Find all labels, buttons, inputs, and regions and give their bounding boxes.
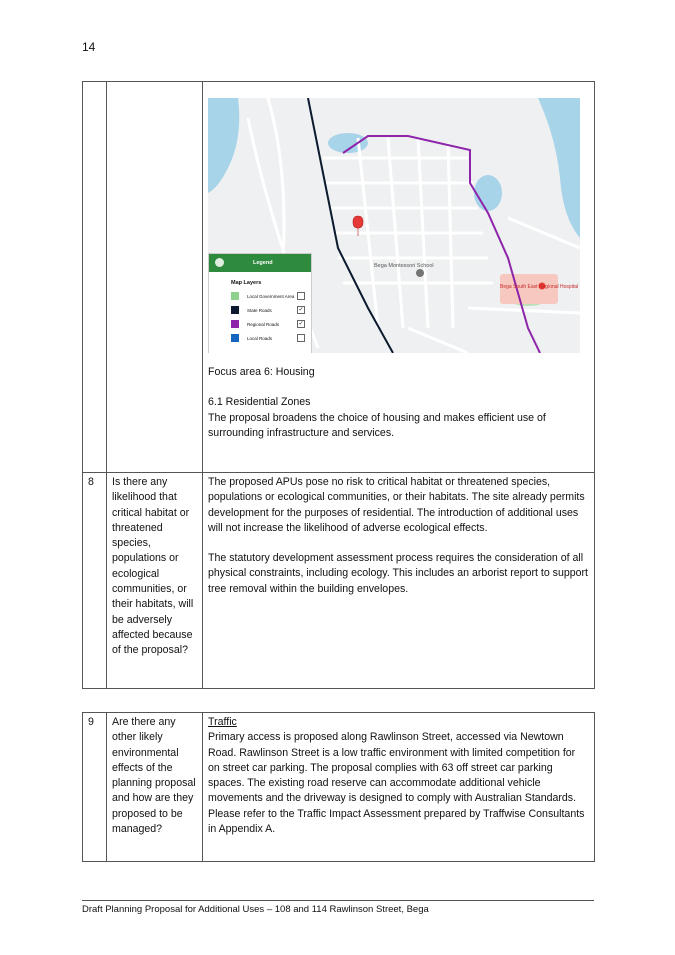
row-number: 8 <box>83 473 107 689</box>
assessment-table-1 <box>82 81 595 689</box>
swatch-local-roads <box>231 334 239 342</box>
legend-item-label: Regional Roads <box>247 322 280 327</box>
question-text: Is there any likelihood that critical habitat or threatened species, populations or ecological communities, or their habitats, will be adversely affected because of the proposal? <box>107 473 203 689</box>
legend-item[interactable] <box>209 304 311 318</box>
answer-paragraph: The proposed APUs pose no risk to critical habitat or threatened species, populations or ecological communities, or their habitats. The site already permits development for the purposes of residential. The introduction of additional uses will not increase the likelihood of adverse ecological effects. <box>208 476 585 534</box>
legend-title: Legend <box>253 260 273 266</box>
page-number: 14 <box>82 40 96 54</box>
checkbox-checked-icon[interactable]: ✓ <box>298 307 304 313</box>
swatch-lga <box>231 292 239 300</box>
footer-divider <box>82 900 594 901</box>
table-row <box>83 82 595 473</box>
checkbox-checked-icon[interactable]: ✓ <box>298 321 304 327</box>
checkbox-icon[interactable] <box>297 334 305 342</box>
page-footer: Draft Planning Proposal for Additional Uses – 108 and 114 Rawlinson Street, Bega <box>82 904 429 915</box>
swatch-regional-roads <box>231 320 239 328</box>
answer-paragraph: Primary access is proposed along Rawlinson Street, accessed via Newtown Road. Rawlinson Street is a low traffic environment with limited competition for on street car parking. The proposal complies with 63 off street car parking spaces. The existing road reserve can accommodate additional vehicle movements and the driveway is designed to comply with Australian Standards. Please refer to the Traffic Impact Assessment prepared by Traffwise Consultants in Appendix A. <box>208 731 585 836</box>
hospital-label: Bega South East Regional Hospital <box>500 284 579 290</box>
row-number: 9 <box>83 713 107 862</box>
assessment-table-2 <box>82 712 595 862</box>
legend-item-label: Local Roads <box>247 336 273 341</box>
number-cell <box>83 82 107 473</box>
focus-title: Focus area 6: Housing <box>208 366 315 378</box>
answer-cell <box>203 473 595 689</box>
focus-section <box>208 365 589 441</box>
answer-cell <box>203 82 595 473</box>
road-map <box>208 98 580 353</box>
lagoon-2 <box>474 175 502 211</box>
focus-subtitle: 6.1 Residential Zones <box>208 396 311 409</box>
table-row <box>83 473 595 689</box>
answer-cell <box>203 713 595 862</box>
table-row <box>83 713 595 862</box>
legend-header <box>209 254 311 272</box>
layers-icon <box>215 258 224 267</box>
school-label: Bega Montessori School <box>374 263 434 269</box>
question-text: Are there any other likely environmental effects of the planning proposal and how are they proposed to be managed? <box>107 713 203 862</box>
layers-heading: Map Layers <box>231 280 262 286</box>
legend-item-label: Local Government Area <box>247 294 295 299</box>
legend-item[interactable] <box>209 332 311 346</box>
school-marker-icon <box>416 269 424 277</box>
focus-body: The proposal broadens the choice of housing and makes efficient use of surrounding infrastructure and services. <box>208 411 546 439</box>
map-legend <box>208 253 312 353</box>
answer-paragraph: The statutory development assessment process requires the consideration of all physical constraints, including ecology. This includes an arborist report to support tree removal within the building envelopes. <box>208 552 589 595</box>
legend-item-label: State Roads <box>247 308 272 313</box>
question-cell <box>107 82 203 473</box>
section-heading: Traffic <box>208 716 237 728</box>
legend-item[interactable] <box>209 318 311 332</box>
legend-item[interactable] <box>209 290 311 304</box>
swatch-state-roads <box>231 306 239 314</box>
checkbox-icon[interactable] <box>297 292 305 300</box>
